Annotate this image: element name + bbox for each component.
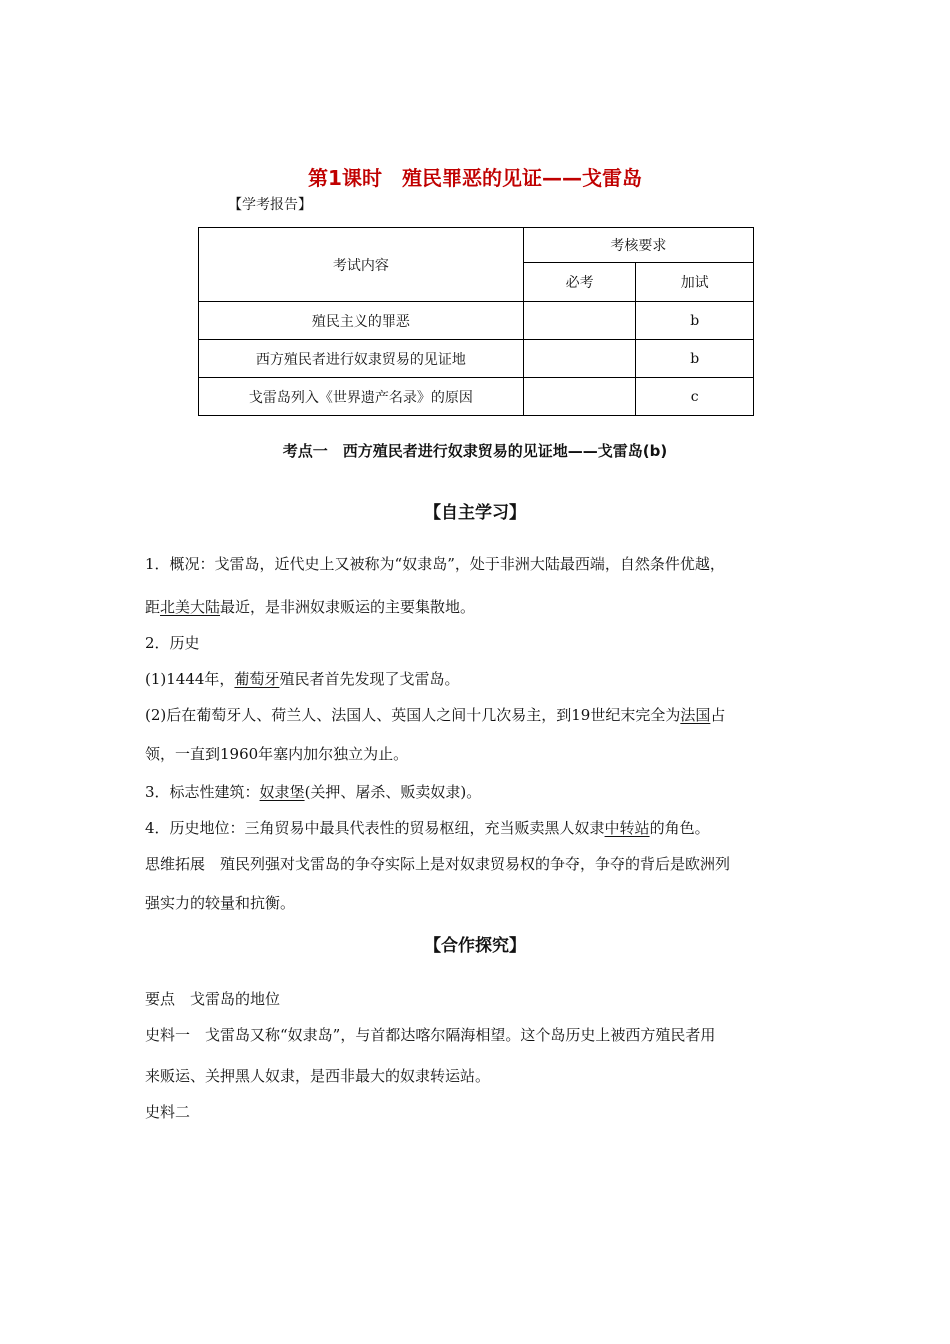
row-bikao [523, 378, 636, 416]
section-cooperative: 【合作探究】 [424, 936, 526, 956]
table-header-row [199, 228, 754, 263]
requirements-table [198, 227, 754, 416]
header-content: 考试内容 [199, 228, 524, 302]
row-content: 西方殖民者进行奴隶贸易的见证地 [199, 340, 524, 378]
row-content: 戈雷岛列入《世界遗产名录》的原因 [199, 378, 524, 416]
header-bikao: 必考 [523, 263, 636, 302]
row-jiashi: b [636, 340, 754, 378]
table-row [199, 302, 754, 340]
paragraph-history-1: (1)1444年，葡萄牙殖民者首先发现了戈雷岛。 [145, 670, 460, 688]
paragraph-extension-line2: 强实力的较量和抗衡。 [145, 894, 296, 912]
paragraph-key-point: 要点 戈雷岛的地位 [145, 990, 281, 1008]
paragraph-history: 2．历史 [145, 634, 200, 652]
row-content: 殖民主义的罪恶 [199, 302, 524, 340]
section-self-study: 【自主学习】 [424, 503, 526, 523]
table-row [199, 378, 754, 416]
answer-portugal: 葡萄牙 [234, 670, 280, 688]
paragraph-overview-line1: 1．概况：戈雷岛，近代史上又被称为“奴隶岛”，处于非洲大陆最西端，自然条件优越， [145, 555, 725, 573]
row-jiashi: c [636, 378, 754, 416]
answer-france: 法国 [680, 706, 711, 724]
table-row [199, 340, 754, 378]
paragraph-source1-line2: 来贩运、关押黑人奴隶，是西非最大的奴隶转运站。 [145, 1067, 491, 1085]
row-jiashi: b [636, 302, 754, 340]
header-requirement: 考核要求 [523, 228, 753, 263]
header-jiashi: 加试 [636, 263, 754, 302]
kaodian-heading: 考点一 西方殖民者进行奴隶贸易的见证地——戈雷岛(b) [282, 442, 668, 460]
paragraph-history-2-cont: 领，一直到1960年塞内加尔独立为止。 [145, 745, 409, 763]
paragraph-landmark: 3．标志性建筑：奴隶堡(关押、屠杀、贩卖奴隶)。 [145, 783, 482, 801]
paragraph-extension-line1: 思维拓展 殖民列强对戈雷岛的争夺实际上是对奴隶贸易权的争夺，争夺的背后是欧洲列 [145, 855, 731, 873]
paragraph-source1-line1: 史料一 戈雷岛又称“奴隶岛”，与首都达喀尔隔海相望。这个岛历史上被西方殖民者用 [145, 1026, 716, 1044]
answer-slave-fort: 奴隶堡 [259, 783, 305, 801]
row-bikao [523, 340, 636, 378]
paragraph-source2: 史料二 [145, 1103, 191, 1121]
paragraph-status: 4．历史地位：三角贸易中最具代表性的贸易枢纽，充当贩卖黑人奴隶中转站的角色。 [145, 819, 710, 837]
row-bikao [523, 302, 636, 340]
lesson-title: 第1课时 殖民罪恶的见证——戈雷岛 [308, 166, 642, 190]
answer-transit-station: 中转站 [604, 819, 650, 837]
paragraph-overview-line2: 距北美大陆最近，是非洲奴隶贩运的主要集散地。 [145, 598, 476, 616]
paragraph-history-2: (2)后在葡萄牙人、荷兰人、法国人、英国人之间十几次易主，到19世纪末完全为法国占 [145, 706, 726, 724]
answer-north-america: 北美大陆 [160, 598, 221, 616]
report-label: 【学考报告】 [228, 197, 312, 213]
